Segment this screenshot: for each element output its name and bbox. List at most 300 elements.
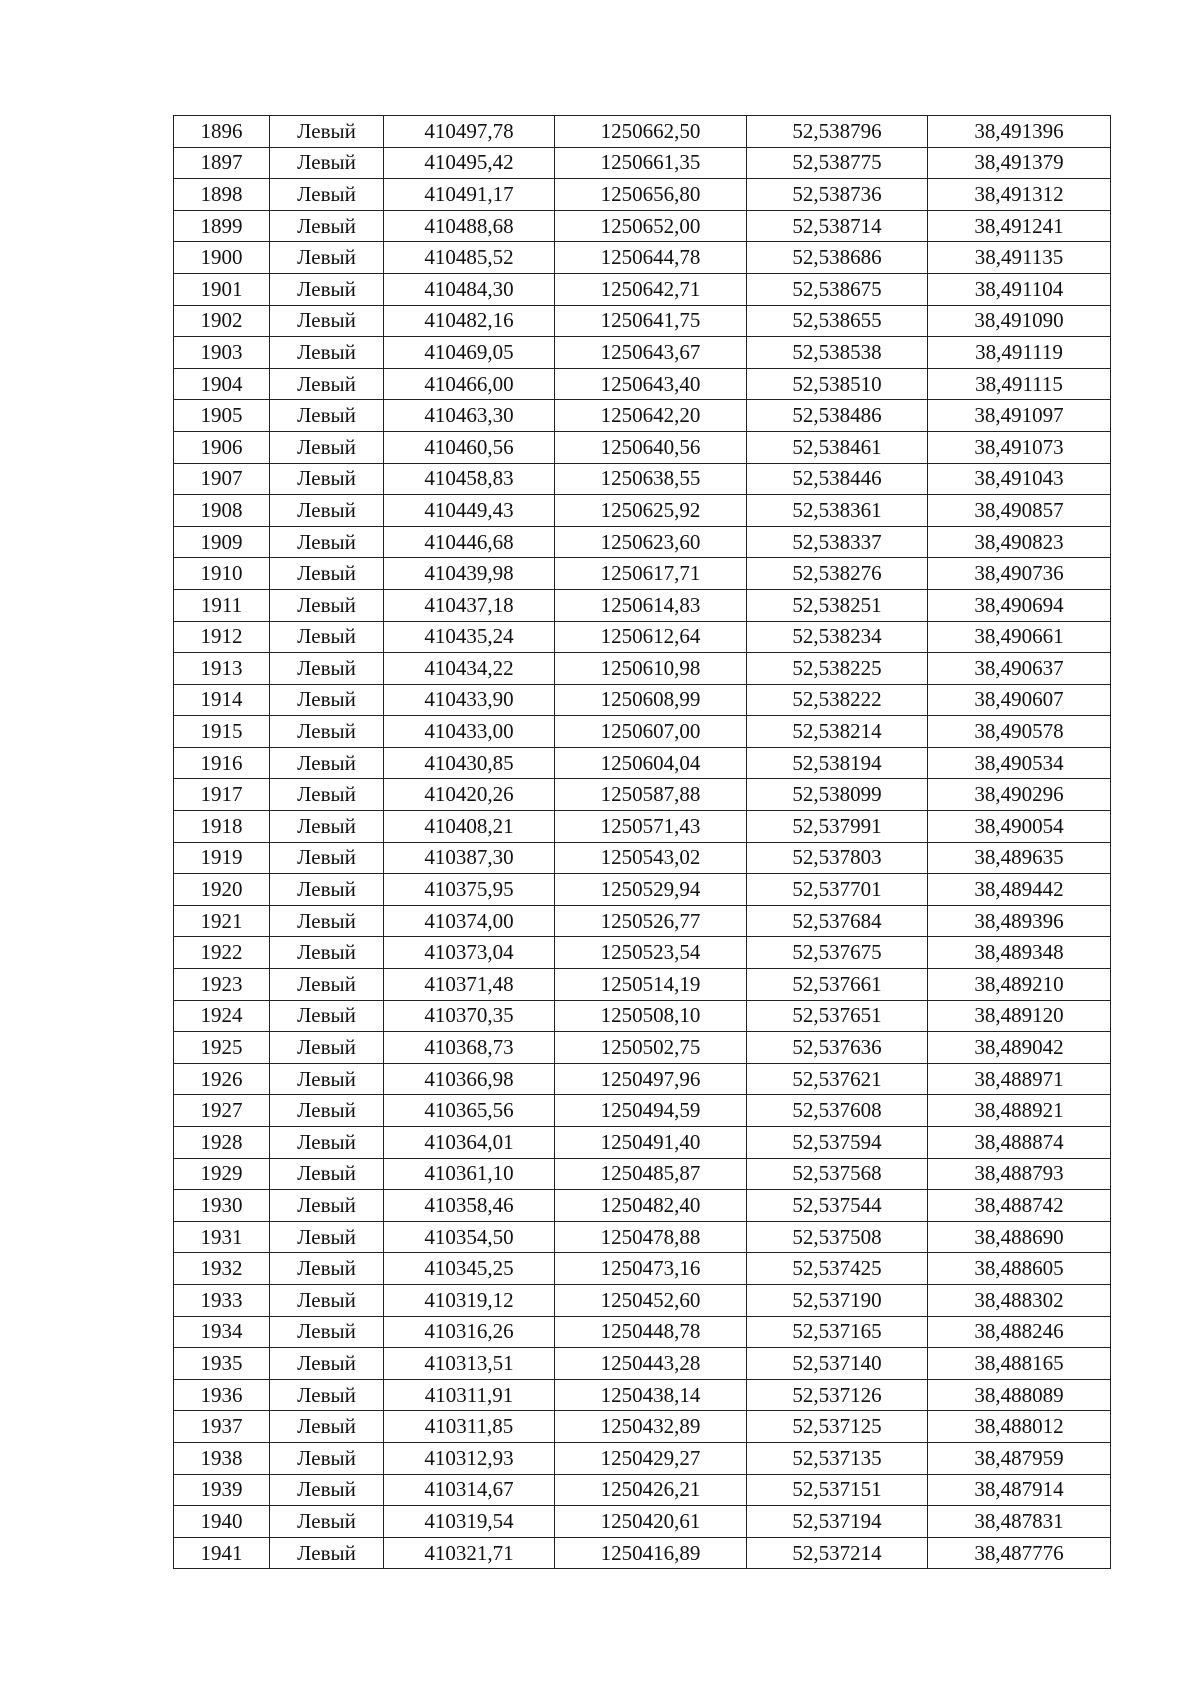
latitude-cell: 52,537621 <box>747 1063 928 1095</box>
x-coordinate-cell: 410311,85 <box>384 1411 555 1443</box>
y-coordinate-cell: 1250610,98 <box>555 653 747 685</box>
x-coordinate-cell: 410439,98 <box>384 558 555 590</box>
point-number-cell: 1920 <box>174 874 270 906</box>
y-coordinate-cell: 1250497,96 <box>555 1063 747 1095</box>
point-number-cell: 1921 <box>174 905 270 937</box>
table-row <box>174 147 1111 179</box>
table-row <box>174 1537 1111 1569</box>
x-coordinate-cell: 410365,56 <box>384 1095 555 1127</box>
longitude-cell: 38,489210 <box>928 969 1111 1001</box>
table-row <box>174 1158 1111 1190</box>
table-row <box>174 1411 1111 1443</box>
side-cell: Левый <box>270 147 384 179</box>
side-cell: Левый <box>270 1537 384 1569</box>
x-coordinate-cell: 410491,17 <box>384 179 555 211</box>
longitude-cell: 38,490661 <box>928 621 1111 653</box>
x-coordinate-cell: 410408,21 <box>384 811 555 843</box>
side-cell: Левый <box>270 400 384 432</box>
y-coordinate-cell: 1250473,16 <box>555 1253 747 1285</box>
table-row <box>174 1000 1111 1032</box>
longitude-cell: 38,488690 <box>928 1221 1111 1253</box>
side-cell: Левый <box>270 969 384 1001</box>
y-coordinate-cell: 1250604,04 <box>555 747 747 779</box>
x-coordinate-cell: 410371,48 <box>384 969 555 1001</box>
x-coordinate-cell: 410316,26 <box>384 1316 555 1348</box>
side-cell: Левый <box>270 337 384 369</box>
side-cell: Левый <box>270 242 384 274</box>
x-coordinate-cell: 410312,93 <box>384 1442 555 1474</box>
longitude-cell: 38,487831 <box>928 1506 1111 1538</box>
x-coordinate-cell: 410361,10 <box>384 1158 555 1190</box>
point-number-cell: 1927 <box>174 1095 270 1127</box>
longitude-cell: 38,490296 <box>928 779 1111 811</box>
side-cell: Левый <box>270 558 384 590</box>
latitude-cell: 52,537701 <box>747 874 928 906</box>
table-row <box>174 716 1111 748</box>
y-coordinate-cell: 1250491,40 <box>555 1127 747 1159</box>
side-cell: Левый <box>270 210 384 242</box>
longitude-cell: 38,491104 <box>928 273 1111 305</box>
longitude-cell: 38,487959 <box>928 1442 1111 1474</box>
point-number-cell: 1905 <box>174 400 270 432</box>
table-row <box>174 747 1111 779</box>
longitude-cell: 38,488246 <box>928 1316 1111 1348</box>
x-coordinate-cell: 410314,67 <box>384 1474 555 1506</box>
y-coordinate-cell: 1250614,83 <box>555 589 747 621</box>
x-coordinate-cell: 410484,30 <box>384 273 555 305</box>
table-row <box>174 368 1111 400</box>
side-cell: Левый <box>270 589 384 621</box>
y-coordinate-cell: 1250429,27 <box>555 1442 747 1474</box>
table-row <box>174 1442 1111 1474</box>
side-cell: Левый <box>270 1000 384 1032</box>
side-cell: Левый <box>270 1127 384 1159</box>
point-number-cell: 1915 <box>174 716 270 748</box>
x-coordinate-cell: 410434,22 <box>384 653 555 685</box>
point-number-cell: 1929 <box>174 1158 270 1190</box>
latitude-cell: 52,537140 <box>747 1348 928 1380</box>
table-row <box>174 1032 1111 1064</box>
side-cell: Левый <box>270 621 384 653</box>
point-number-cell: 1897 <box>174 147 270 179</box>
longitude-cell: 38,488012 <box>928 1411 1111 1443</box>
table-row <box>174 242 1111 274</box>
latitude-cell: 52,537803 <box>747 842 928 874</box>
table-row <box>174 526 1111 558</box>
y-coordinate-cell: 1250623,60 <box>555 526 747 558</box>
table-row <box>174 1095 1111 1127</box>
latitude-cell: 52,537675 <box>747 937 928 969</box>
y-coordinate-cell: 1250644,78 <box>555 242 747 274</box>
y-coordinate-cell: 1250642,20 <box>555 400 747 432</box>
y-coordinate-cell: 1250523,54 <box>555 937 747 969</box>
x-coordinate-cell: 410458,83 <box>384 463 555 495</box>
side-cell: Левый <box>270 1063 384 1095</box>
y-coordinate-cell: 1250652,00 <box>555 210 747 242</box>
longitude-cell: 38,490054 <box>928 811 1111 843</box>
latitude-cell: 52,538796 <box>747 116 928 148</box>
point-number-cell: 1919 <box>174 842 270 874</box>
table-row <box>174 1348 1111 1380</box>
side-cell: Левый <box>270 1284 384 1316</box>
table-row <box>174 337 1111 369</box>
table-row <box>174 1127 1111 1159</box>
y-coordinate-cell: 1250485,87 <box>555 1158 747 1190</box>
side-cell: Левый <box>270 1474 384 1506</box>
side-cell: Левый <box>270 684 384 716</box>
x-coordinate-cell: 410358,46 <box>384 1190 555 1222</box>
side-cell: Левый <box>270 1221 384 1253</box>
latitude-cell: 52,538361 <box>747 495 928 527</box>
latitude-cell: 52,538251 <box>747 589 928 621</box>
table-row <box>174 1284 1111 1316</box>
side-cell: Левый <box>270 116 384 148</box>
point-number-cell: 1912 <box>174 621 270 653</box>
longitude-cell: 38,488742 <box>928 1190 1111 1222</box>
side-cell: Левый <box>270 495 384 527</box>
latitude-cell: 52,537636 <box>747 1032 928 1064</box>
longitude-cell: 38,489442 <box>928 874 1111 906</box>
x-coordinate-cell: 410437,18 <box>384 589 555 621</box>
longitude-cell: 38,491073 <box>928 431 1111 463</box>
point-number-cell: 1910 <box>174 558 270 590</box>
point-number-cell: 1922 <box>174 937 270 969</box>
point-number-cell: 1904 <box>174 368 270 400</box>
side-cell: Левый <box>270 1316 384 1348</box>
side-cell: Левый <box>270 273 384 305</box>
y-coordinate-cell: 1250426,21 <box>555 1474 747 1506</box>
side-cell: Левый <box>270 179 384 211</box>
point-number-cell: 1933 <box>174 1284 270 1316</box>
point-number-cell: 1935 <box>174 1348 270 1380</box>
latitude-cell: 52,537661 <box>747 969 928 1001</box>
x-coordinate-cell: 410319,12 <box>384 1284 555 1316</box>
y-coordinate-cell: 1250638,55 <box>555 463 747 495</box>
latitude-cell: 52,538234 <box>747 621 928 653</box>
y-coordinate-cell: 1250494,59 <box>555 1095 747 1127</box>
y-coordinate-cell: 1250612,64 <box>555 621 747 653</box>
point-number-cell: 1909 <box>174 526 270 558</box>
x-coordinate-cell: 410319,54 <box>384 1506 555 1538</box>
point-number-cell: 1907 <box>174 463 270 495</box>
point-number-cell: 1911 <box>174 589 270 621</box>
side-cell: Левый <box>270 842 384 874</box>
point-number-cell: 1899 <box>174 210 270 242</box>
x-coordinate-cell: 410321,71 <box>384 1537 555 1569</box>
y-coordinate-cell: 1250643,40 <box>555 368 747 400</box>
table-row <box>174 1190 1111 1222</box>
latitude-cell: 52,538686 <box>747 242 928 274</box>
point-number-cell: 1906 <box>174 431 270 463</box>
coordinates-table <box>173 115 1111 1569</box>
table-row <box>174 210 1111 242</box>
longitude-cell: 38,490857 <box>928 495 1111 527</box>
latitude-cell: 52,538222 <box>747 684 928 716</box>
longitude-cell: 38,489635 <box>928 842 1111 874</box>
x-coordinate-cell: 410373,04 <box>384 937 555 969</box>
latitude-cell: 52,538714 <box>747 210 928 242</box>
latitude-cell: 52,538099 <box>747 779 928 811</box>
point-number-cell: 1914 <box>174 684 270 716</box>
x-coordinate-cell: 410345,25 <box>384 1253 555 1285</box>
table-row <box>174 1506 1111 1538</box>
point-number-cell: 1926 <box>174 1063 270 1095</box>
y-coordinate-cell: 1250432,89 <box>555 1411 747 1443</box>
x-coordinate-cell: 410313,51 <box>384 1348 555 1380</box>
table-row <box>174 653 1111 685</box>
x-coordinate-cell: 410469,05 <box>384 337 555 369</box>
latitude-cell: 52,538775 <box>747 147 928 179</box>
latitude-cell: 52,537165 <box>747 1316 928 1348</box>
point-number-cell: 1902 <box>174 305 270 337</box>
latitude-cell: 52,538194 <box>747 747 928 779</box>
table-row <box>174 905 1111 937</box>
x-coordinate-cell: 410485,52 <box>384 242 555 274</box>
latitude-cell: 52,538486 <box>747 400 928 432</box>
table-row <box>174 1063 1111 1095</box>
x-coordinate-cell: 410420,26 <box>384 779 555 811</box>
side-cell: Левый <box>270 1442 384 1474</box>
point-number-cell: 1932 <box>174 1253 270 1285</box>
latitude-cell: 52,537190 <box>747 1284 928 1316</box>
side-cell: Левый <box>270 463 384 495</box>
y-coordinate-cell: 1250643,67 <box>555 337 747 369</box>
latitude-cell: 52,538510 <box>747 368 928 400</box>
longitude-cell: 38,490534 <box>928 747 1111 779</box>
side-cell: Левый <box>270 779 384 811</box>
side-cell: Левый <box>270 1253 384 1285</box>
y-coordinate-cell: 1250656,80 <box>555 179 747 211</box>
table-row <box>174 1316 1111 1348</box>
point-number-cell: 1936 <box>174 1379 270 1411</box>
y-coordinate-cell: 1250448,78 <box>555 1316 747 1348</box>
longitude-cell: 38,488605 <box>928 1253 1111 1285</box>
y-coordinate-cell: 1250438,14 <box>555 1379 747 1411</box>
side-cell: Левый <box>270 1379 384 1411</box>
longitude-cell: 38,490694 <box>928 589 1111 621</box>
table-row <box>174 621 1111 653</box>
point-number-cell: 1903 <box>174 337 270 369</box>
y-coordinate-cell: 1250478,88 <box>555 1221 747 1253</box>
point-number-cell: 1898 <box>174 179 270 211</box>
latitude-cell: 52,537151 <box>747 1474 928 1506</box>
y-coordinate-cell: 1250625,92 <box>555 495 747 527</box>
latitude-cell: 52,537214 <box>747 1537 928 1569</box>
table-row <box>174 400 1111 432</box>
longitude-cell: 38,488793 <box>928 1158 1111 1190</box>
point-number-cell: 1923 <box>174 969 270 1001</box>
longitude-cell: 38,487914 <box>928 1474 1111 1506</box>
y-coordinate-cell: 1250617,71 <box>555 558 747 590</box>
longitude-cell: 38,488921 <box>928 1095 1111 1127</box>
y-coordinate-cell: 1250640,56 <box>555 431 747 463</box>
latitude-cell: 52,537126 <box>747 1379 928 1411</box>
side-cell: Левый <box>270 368 384 400</box>
latitude-cell: 52,538225 <box>747 653 928 685</box>
x-coordinate-cell: 410435,24 <box>384 621 555 653</box>
point-number-cell: 1901 <box>174 273 270 305</box>
side-cell: Левый <box>270 1095 384 1127</box>
y-coordinate-cell: 1250526,77 <box>555 905 747 937</box>
table-row <box>174 1379 1111 1411</box>
longitude-cell: 38,491043 <box>928 463 1111 495</box>
x-coordinate-cell: 410354,50 <box>384 1221 555 1253</box>
longitude-cell: 38,490607 <box>928 684 1111 716</box>
latitude-cell: 52,537568 <box>747 1158 928 1190</box>
table-row <box>174 969 1111 1001</box>
x-coordinate-cell: 410497,78 <box>384 116 555 148</box>
y-coordinate-cell: 1250420,61 <box>555 1506 747 1538</box>
side-cell: Левый <box>270 1506 384 1538</box>
y-coordinate-cell: 1250571,43 <box>555 811 747 843</box>
longitude-cell: 38,491379 <box>928 147 1111 179</box>
latitude-cell: 52,538461 <box>747 431 928 463</box>
longitude-cell: 38,490823 <box>928 526 1111 558</box>
x-coordinate-cell: 410311,91 <box>384 1379 555 1411</box>
longitude-cell: 38,491115 <box>928 368 1111 400</box>
table-row <box>174 874 1111 906</box>
longitude-cell: 38,491119 <box>928 337 1111 369</box>
latitude-cell: 52,537651 <box>747 1000 928 1032</box>
latitude-cell: 52,538337 <box>747 526 928 558</box>
latitude-cell: 52,537508 <box>747 1221 928 1253</box>
longitude-cell: 38,491090 <box>928 305 1111 337</box>
side-cell: Левый <box>270 905 384 937</box>
latitude-cell: 52,537608 <box>747 1095 928 1127</box>
point-number-cell: 1934 <box>174 1316 270 1348</box>
longitude-cell: 38,489396 <box>928 905 1111 937</box>
x-coordinate-cell: 410460,56 <box>384 431 555 463</box>
y-coordinate-cell: 1250662,50 <box>555 116 747 148</box>
table-row <box>174 937 1111 969</box>
latitude-cell: 52,537425 <box>747 1253 928 1285</box>
table-row <box>174 1474 1111 1506</box>
longitude-cell: 38,491135 <box>928 242 1111 274</box>
x-coordinate-cell: 410364,01 <box>384 1127 555 1159</box>
x-coordinate-cell: 410449,43 <box>384 495 555 527</box>
table-row <box>174 811 1111 843</box>
table-row <box>174 179 1111 211</box>
x-coordinate-cell: 410375,95 <box>384 874 555 906</box>
table-row <box>174 431 1111 463</box>
latitude-cell: 52,537991 <box>747 811 928 843</box>
x-coordinate-cell: 410446,68 <box>384 526 555 558</box>
point-number-cell: 1940 <box>174 1506 270 1538</box>
side-cell: Левый <box>270 431 384 463</box>
table-row <box>174 1253 1111 1285</box>
longitude-cell: 38,491097 <box>928 400 1111 432</box>
longitude-cell: 38,487776 <box>928 1537 1111 1569</box>
side-cell: Левый <box>270 874 384 906</box>
longitude-cell: 38,488089 <box>928 1379 1111 1411</box>
x-coordinate-cell: 410368,73 <box>384 1032 555 1064</box>
y-coordinate-cell: 1250607,00 <box>555 716 747 748</box>
table-row <box>174 116 1111 148</box>
y-coordinate-cell: 1250452,60 <box>555 1284 747 1316</box>
side-cell: Левый <box>270 1411 384 1443</box>
x-coordinate-cell: 410433,00 <box>384 716 555 748</box>
point-number-cell: 1908 <box>174 495 270 527</box>
latitude-cell: 52,538214 <box>747 716 928 748</box>
y-coordinate-cell: 1250543,02 <box>555 842 747 874</box>
longitude-cell: 38,488165 <box>928 1348 1111 1380</box>
y-coordinate-cell: 1250514,19 <box>555 969 747 1001</box>
longitude-cell: 38,490578 <box>928 716 1111 748</box>
y-coordinate-cell: 1250641,75 <box>555 305 747 337</box>
latitude-cell: 52,537135 <box>747 1442 928 1474</box>
table-row <box>174 495 1111 527</box>
point-number-cell: 1931 <box>174 1221 270 1253</box>
side-cell: Левый <box>270 1348 384 1380</box>
latitude-cell: 52,538655 <box>747 305 928 337</box>
y-coordinate-cell: 1250443,28 <box>555 1348 747 1380</box>
y-coordinate-cell: 1250661,35 <box>555 147 747 179</box>
table-row <box>174 558 1111 590</box>
x-coordinate-cell: 410387,30 <box>384 842 555 874</box>
y-coordinate-cell: 1250642,71 <box>555 273 747 305</box>
table-body <box>174 116 1111 1569</box>
longitude-cell: 38,491312 <box>928 179 1111 211</box>
point-number-cell: 1900 <box>174 242 270 274</box>
longitude-cell: 38,490736 <box>928 558 1111 590</box>
point-number-cell: 1896 <box>174 116 270 148</box>
x-coordinate-cell: 410433,90 <box>384 684 555 716</box>
table-row <box>174 463 1111 495</box>
side-cell: Левый <box>270 1158 384 1190</box>
point-number-cell: 1916 <box>174 747 270 779</box>
point-number-cell: 1913 <box>174 653 270 685</box>
latitude-cell: 52,538276 <box>747 558 928 590</box>
x-coordinate-cell: 410466,00 <box>384 368 555 400</box>
side-cell: Левый <box>270 747 384 779</box>
x-coordinate-cell: 410430,85 <box>384 747 555 779</box>
point-number-cell: 1941 <box>174 1537 270 1569</box>
latitude-cell: 52,537194 <box>747 1506 928 1538</box>
y-coordinate-cell: 1250508,10 <box>555 1000 747 1032</box>
longitude-cell: 38,491241 <box>928 210 1111 242</box>
side-cell: Левый <box>270 305 384 337</box>
y-coordinate-cell: 1250608,99 <box>555 684 747 716</box>
point-number-cell: 1925 <box>174 1032 270 1064</box>
side-cell: Левый <box>270 811 384 843</box>
point-number-cell: 1917 <box>174 779 270 811</box>
y-coordinate-cell: 1250502,75 <box>555 1032 747 1064</box>
table-row <box>174 1221 1111 1253</box>
longitude-cell: 38,488971 <box>928 1063 1111 1095</box>
side-cell: Левый <box>270 653 384 685</box>
x-coordinate-cell: 410370,35 <box>384 1000 555 1032</box>
latitude-cell: 52,538538 <box>747 337 928 369</box>
x-coordinate-cell: 410482,16 <box>384 305 555 337</box>
point-number-cell: 1918 <box>174 811 270 843</box>
longitude-cell: 38,489348 <box>928 937 1111 969</box>
point-number-cell: 1937 <box>174 1411 270 1443</box>
table-row <box>174 779 1111 811</box>
longitude-cell: 38,488302 <box>928 1284 1111 1316</box>
point-number-cell: 1924 <box>174 1000 270 1032</box>
table-row <box>174 273 1111 305</box>
side-cell: Левый <box>270 937 384 969</box>
table-row <box>174 842 1111 874</box>
point-number-cell: 1938 <box>174 1442 270 1474</box>
longitude-cell: 38,490637 <box>928 653 1111 685</box>
latitude-cell: 52,537125 <box>747 1411 928 1443</box>
latitude-cell: 52,537544 <box>747 1190 928 1222</box>
y-coordinate-cell: 1250529,94 <box>555 874 747 906</box>
x-coordinate-cell: 410374,00 <box>384 905 555 937</box>
point-number-cell: 1939 <box>174 1474 270 1506</box>
point-number-cell: 1928 <box>174 1127 270 1159</box>
